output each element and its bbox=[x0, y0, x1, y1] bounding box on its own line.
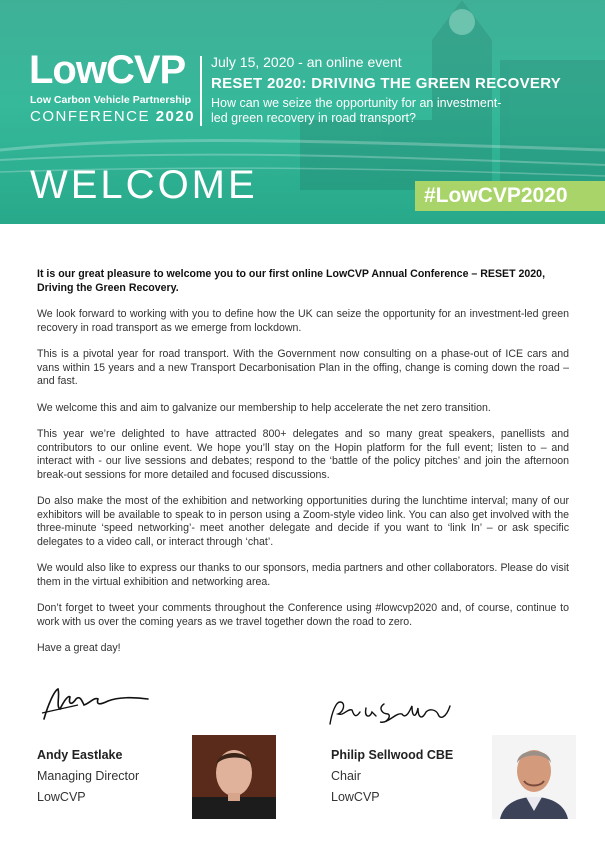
portrait-photo-andy-eastlake bbox=[192, 735, 276, 819]
paragraph: We welcome this and aim to galvanize our membership to help accelerate the net zero transition. bbox=[37, 401, 491, 414]
paragraph: Have a great day! bbox=[37, 642, 121, 654]
signatory-role: Chair bbox=[331, 769, 361, 783]
event-date: July 15, 2020 - an online event bbox=[211, 54, 402, 70]
header-divider bbox=[200, 56, 202, 126]
letter-body bbox=[37, 268, 569, 669]
portrait-photo-philip-sellwood bbox=[492, 735, 576, 819]
hashtag-text: #LowCVP2020 bbox=[424, 184, 568, 207]
signatory-name: Andy Eastlake bbox=[37, 748, 123, 762]
paragraph: We look forward to working with you to define how the UK can seize the opportunity for an investment-led green recovery in road transport as we emerge from lockdown. bbox=[37, 308, 569, 334]
signatory-org: LowCVP bbox=[331, 790, 380, 804]
logo-conference-label bbox=[30, 108, 195, 125]
event-question: How can we seize the opportunity for an investment-led green recovery in road transport? bbox=[211, 96, 502, 125]
event-title: RESET 2020: DRIVING THE GREEN RECOVERY bbox=[211, 75, 562, 92]
lead-paragraph: It is our great pleasure to welcome you to our first online LowCVP Annual Conference – RESET 2020, Driving the Green Recovery. bbox=[37, 268, 546, 294]
signature-philip-sellwood bbox=[326, 694, 456, 732]
paragraph: Do also make the most of the exhibition and networking opportunities during the lunchtime interval; many of our exhibitors will be available to speak to in person using a Zoom-style video link. You can also get involved with the three-minute ‘speed networking’- meet another delegate and decide if you want to ‘link In’ – or ask specific delegates to a video call, or interact through ‘chat’. bbox=[37, 495, 569, 548]
signatory-name: Philip Sellwood CBE bbox=[331, 748, 454, 762]
signatory-role: Managing Director bbox=[37, 769, 140, 783]
paragraph: This year we’re delighted to have attracted 800+ delegates and so many great speakers, panellists and contributors to our online event. We hope you’ll stay on the Hopin platform for the full event; listen to – and interact with - our live sessions and debates; respond to the ‘battle of the policy pitches’ and join the afternoon break-out sessions for more detailed and focused discussions. bbox=[37, 428, 569, 481]
signatory-org: LowCVP bbox=[37, 790, 86, 804]
logo-subtitle: Low Carbon Vehicle Partnership bbox=[30, 94, 192, 106]
logo-wordmark: LowCVP bbox=[29, 48, 186, 92]
portrait-illustration bbox=[492, 735, 576, 819]
portrait-illustration bbox=[192, 735, 276, 819]
conference-year: 2020 bbox=[155, 108, 196, 125]
paragraph: We would also like to express our thanks to our sponsors, media partners and other collaborators. Please do visit them in the virtual exhibition and networking area. bbox=[37, 562, 569, 588]
paragraph: Don’t forget to tweet your comments throughout the Conference using #lowcvp2020 and, of course, continue to work with us over the coming years as we travel together down the road to zero. bbox=[37, 602, 569, 628]
signature-andy-eastlake bbox=[38, 683, 153, 725]
conference-word: CONFERENCE bbox=[30, 108, 151, 125]
paragraph: This is a pivotal year for road transport. With the Government now consulting on a phase-out of ICE cars and vans within 15 years and a new Transport Decarbonisation Plan in the offing, change is coming down the road – and fast. bbox=[37, 348, 569, 387]
welcome-heading: WELCOME bbox=[30, 163, 258, 207]
header-banner bbox=[0, 0, 605, 224]
